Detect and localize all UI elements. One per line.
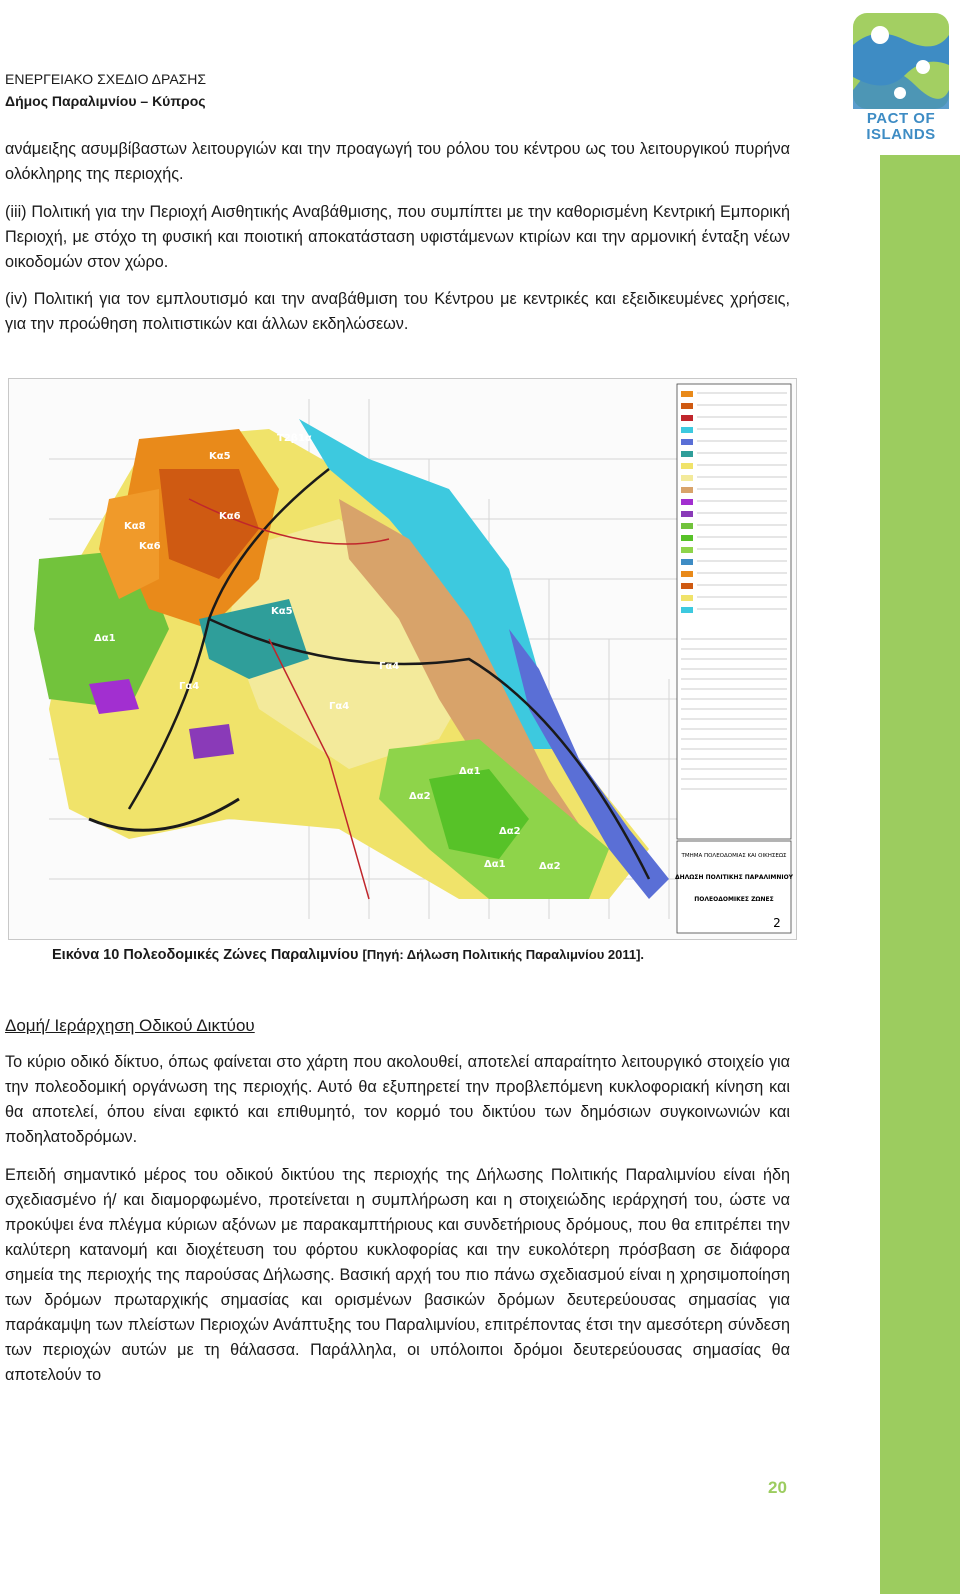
map-label: Γα4 xyxy=(379,661,400,672)
map-subtitle: ΠΟΛΕΟΔΟΜΙΚΕΣ ΖΩΝΕΣ xyxy=(694,896,774,903)
header-subtitle: Δήμος Παραλιμνίου – Κύπρος xyxy=(5,93,206,109)
map-label: Κα6 xyxy=(219,511,241,522)
map-label: Κα6 xyxy=(139,541,161,552)
header-title: ΕΝΕΡΓΕΙΑΚΟ ΣΧΕΔΙΟ ΔΡΑΣΗΣ xyxy=(5,71,207,87)
green-sidebar xyxy=(880,155,960,1594)
map-label: Κα8 xyxy=(124,521,146,532)
paragraph-2: (iii) Πολιτική για την Περιοχή Αισθητικής Αναβάθμισης, που συμπίπτει με την καθορισμένη Κεντρική Εμπορική Περιοχή, με στόχο τη φυσική και ποιοτική αποκατάσταση υφιστάμενων κτιρίων και την αρμονική ένταξη νέων οικοδομών στον χώρο. xyxy=(5,203,790,271)
logo-line-2: ISLANDS xyxy=(866,126,936,143)
map-label: Κα5 xyxy=(271,606,293,617)
body-paragraph-1: Το κύριο οδικό δίκτυο, όπως φαίνεται στο χάρτη που ακολουθεί, αποτελεί απαραίτητο λειτουργικό στοιχείο για την πολεοδομική οργάνωση της περιοχής. Αυτό θα εξυπηρετεί την προβλεπόμενη κυκλοφοριακή κίνηση και θα αποτελεί, όπου είναι εφικτό και επιθυμητό, τον κορμό του δικτύου των δημόσιων συγκοινωνιών και ποδηλατοδρόμων. xyxy=(5,1053,790,1146)
map-label: Δα1 xyxy=(94,633,116,644)
map-label: Τ2β1α xyxy=(277,433,312,444)
document-header xyxy=(5,68,206,112)
map-dept: ΤΜΗΜΑ ΠΟΛΕΟΔΟΜΙΑΣ ΚΑΙ ΟΙΚΗΣΕΩΣ xyxy=(681,853,787,859)
figure-caption-source: [Πηγή: Δήλωση Πολιτικής Παραλιμνίου 2011]. xyxy=(362,947,645,962)
map-label: Κα5 xyxy=(209,451,231,462)
body-paragraph-2: Επειδή σημαντικό μέρος του οδικού δικτύου της περιοχής της Δήλωσης Πολιτικής Παραλιμνίου είναι ήδη σχεδιασμένο ή/ και διαμορφωμένο, προτείνεται η συμπλήρωση και η στοιχειώδης ιεράρχησή του, ώστε να προκύψει ένα πλέγμα κύριων αξόνων με παρακαμπτήριους και συνδετήριους δρόμους, που θα επιτρέπει την καλύτερη κατανομή και διοχέτευση του φόρτου κυκλοφορίας και την ευκολότερη πρόσβαση σε διάφορα σημεία της περιοχής της παρούσας Δήλωσης. Βασική αρχή του πιο πάνω σχεδιασμού είναι η χρησιμοποίηση των δρόμων πρωταρχικής σημασίας και ορισμένων βασικών δρόμων δευτερεύουσας σημασίας για παράκαμψη των πλείστων Περιοχών Ανάπτυξης του Παραλιμνίου, επιτρέποντας έτσι την αμεσότερη σύνδεση των περιοχών αυτών με τη θάλασσα. Παράλληλα, οι υπόλοιποι δρόμοι δευτερεύουσας σημασίας θα αποτελούν το xyxy=(5,1166,790,1384)
map-label: Δα1 xyxy=(484,859,506,870)
paragraph-3: (iv) Πολιτική για τον εμπλουτισμό και την αναβάθμιση του Κέντρου με κεντρικές και εξειδικευμένες χρήσεις, για την προώθηση πολιτιστικών και άλλων εκδηλώσεων. xyxy=(5,290,790,333)
map-label: Γα4 xyxy=(329,701,350,712)
section-title: Δομή/ Ιεράρχηση Οδικού Δικτύου xyxy=(5,1016,255,1035)
map-title: ΔΗΛΩΣΗ ΠΟΛΙΤΙΚΗΣ ΠΑΡΑΛΙΜΝΙΟΥ xyxy=(674,874,794,881)
map-label: Δα2 xyxy=(499,826,521,837)
paragraph-1: ανάμειξης ασυμβίβαστων λειτουργιών και την προαγωγή του ρόλου του κέντρου ως του λειτουργικού πυρήνα ολόκληρης της περιοχής. xyxy=(5,140,790,183)
page-number: 20 xyxy=(768,1478,787,1497)
zoning-map-figure xyxy=(8,378,797,940)
logo-line-1: PACT OF xyxy=(866,110,936,127)
islands-emblem-icon xyxy=(845,5,957,115)
pact-of-islands-logo xyxy=(845,5,957,145)
map-label: Δα1 xyxy=(459,766,481,777)
figure-caption xyxy=(52,947,644,963)
figure-caption-title: Εικόνα 10 Πολεοδομικές Ζώνες Παραλιμνίου xyxy=(52,947,359,963)
map-label: Γα4 xyxy=(179,681,200,692)
zoning-map xyxy=(9,379,796,939)
map-legend xyxy=(677,384,791,839)
map-label: Δα2 xyxy=(539,861,561,872)
map-label: Δα2 xyxy=(409,791,431,802)
map-sheet-number: 2 xyxy=(773,916,781,930)
zone-purple-2 xyxy=(189,724,234,759)
map-title-block xyxy=(675,841,794,933)
